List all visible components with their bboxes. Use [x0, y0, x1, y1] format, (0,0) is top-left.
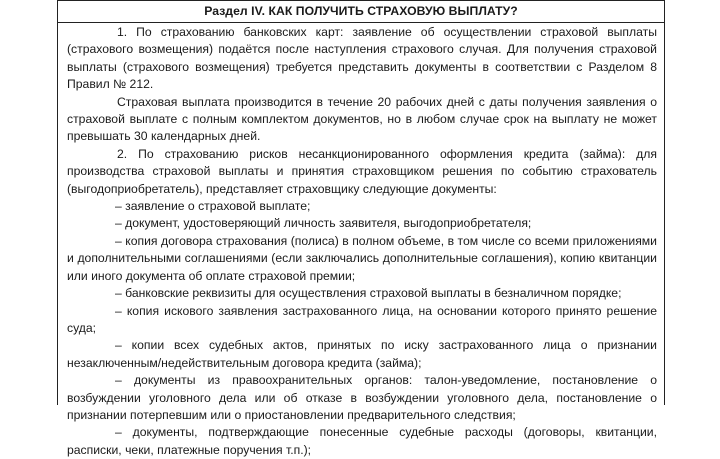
section-title: Раздел IV. КАК ПОЛУЧИТЬ СТРАХОВУЮ ВЫПЛАТУ?: [58, 0, 664, 23]
list-item: – заявление о страховой выплате;: [115, 199, 311, 214]
list-item: – документы, подтверждающие понесенные судебные расходы (договоры, квитанции, расписки, чеки, платежные поручения т.п.);: [67, 425, 657, 457]
list-item: – банковские реквизиты для осуществления страховой выплаты в безналичном порядке;: [115, 286, 622, 301]
list-item: – копии всех судебных актов, принятых по иску застрахованного лица о признании незаключенным/недействительным договора кредита (займа);: [67, 338, 657, 370]
list-item: – копия искового заявления застрахованного лица, на основании которого принято решение суда;: [67, 303, 657, 335]
paragraph-payment-terms: Страховая выплата производится в течение 20 рабочих дней с даты получения заявления о страховой выплате с полным комплектом документов, но в любом случае срок на выплату не может превышать 30 календарных дней.: [67, 94, 657, 144]
document-body: [58, 23, 664, 459]
document-page: [57, 0, 665, 457]
list-item: – документ, удостоверяющий личность заявителя, выгодоприобретателя;: [115, 216, 532, 231]
list-item: – копия договора страхования (полиса) в полном объеме, в том числе со всеми приложениями и дополнительными соглашениями (если заключались дополнительные соглашения), копию квитанции или иного документа об оплате страховой премии;: [67, 233, 657, 283]
list-item: – документы из правоохранительных органов: талон-уведомление, постановление о возбуждении уголовного дела или об отказе в возбуждении уголовного дела, постановление о признании потерпевшим или о приостановлении предварительного следствия;: [67, 373, 657, 422]
paragraph-card-insurance: 1. По страхованию банковских карт: заявление об осуществлении страховой выплаты (страхового возмещения) подаётся после наступления страхового случая. Для получения страховой выплаты (страхового возмещения) требуется представить документы в соответствии с Разделом 8 Правил № 212.: [67, 25, 657, 92]
paragraph-credit-risk: 2. По страхованию рисков несанкционированного оформления кредита (займа): для производства страховой выплаты и принятия страховщиком решения по событию страхователь (выгодоприобретатель), представляет страховщику следующие документы:: [67, 146, 657, 196]
